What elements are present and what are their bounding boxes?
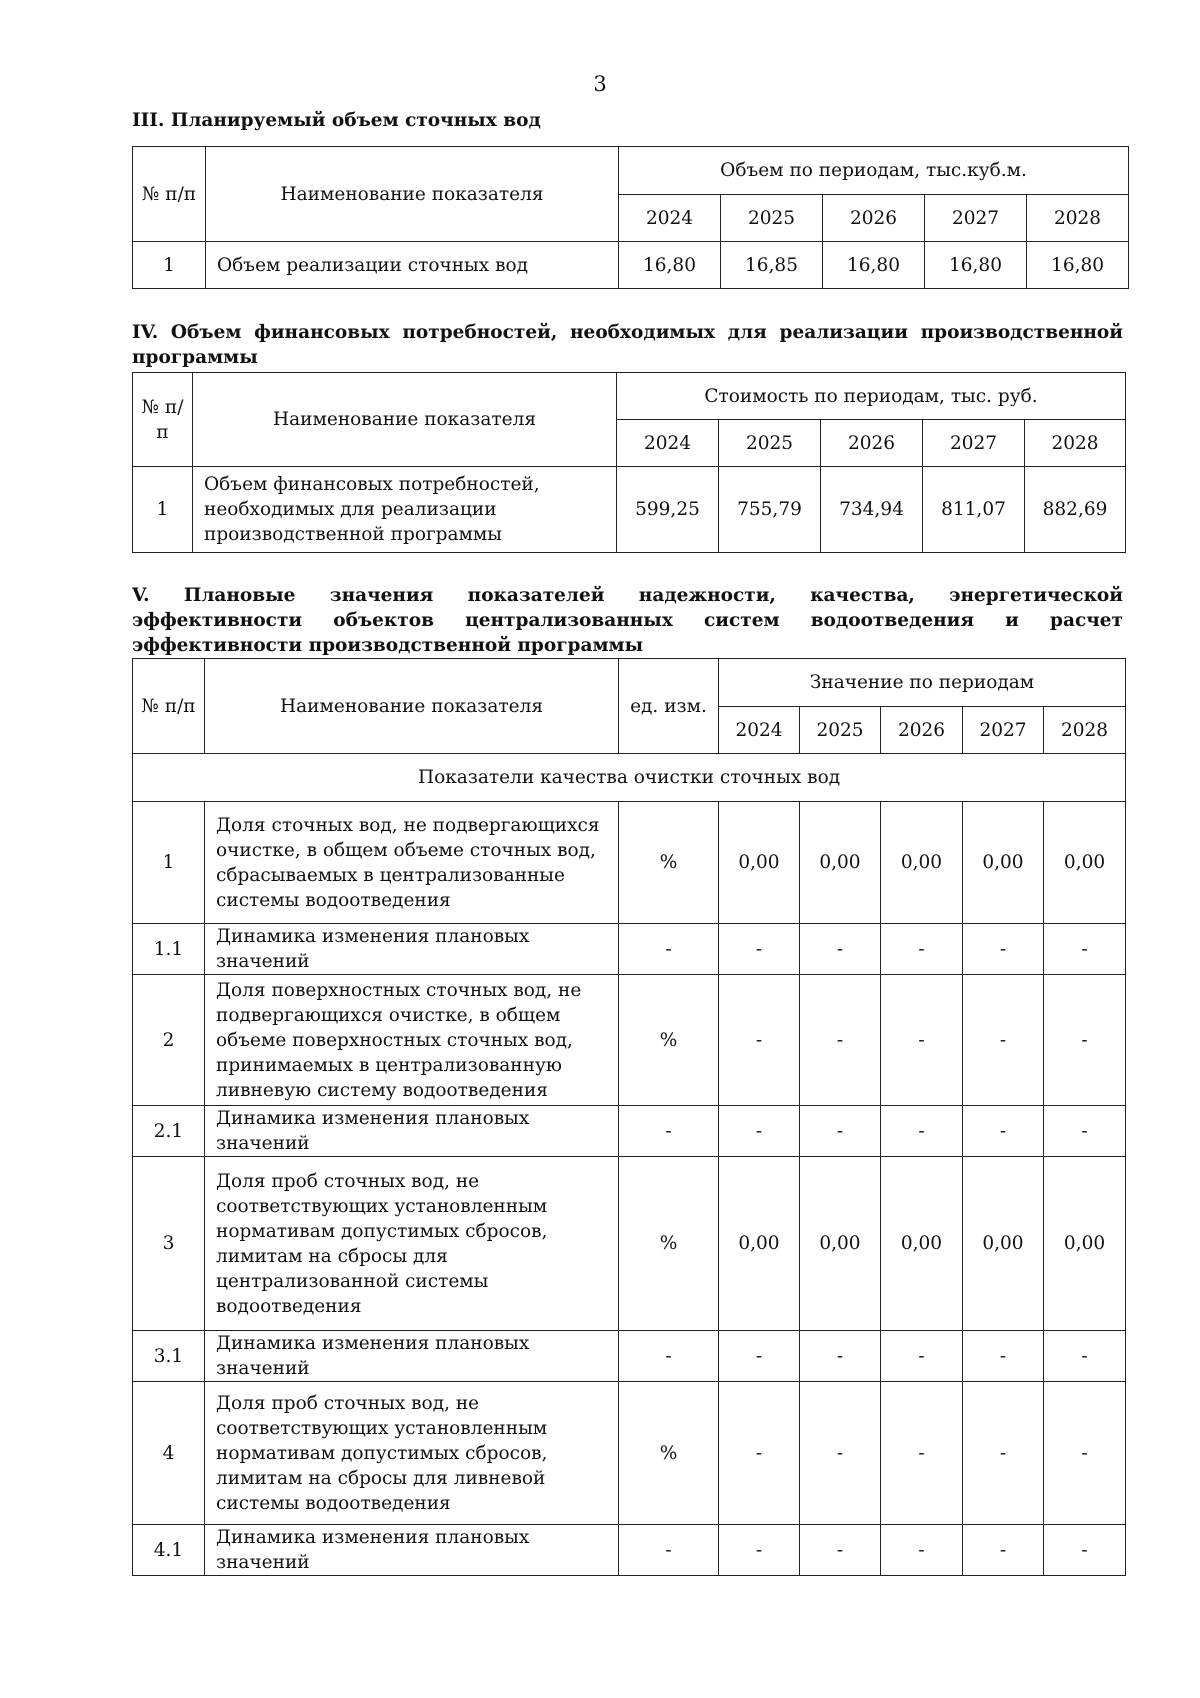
row-unit: - bbox=[619, 1331, 719, 1382]
row-value: - bbox=[963, 1106, 1044, 1157]
row-value: - bbox=[1044, 1106, 1126, 1157]
row-num: 2.1 bbox=[133, 1106, 205, 1157]
row-value: - bbox=[881, 975, 963, 1106]
year-header: 2024 bbox=[619, 195, 721, 242]
row-unit: % bbox=[619, 802, 719, 924]
row-value: - bbox=[963, 1525, 1044, 1576]
row-value: 0,00 bbox=[800, 1157, 881, 1331]
row-num: 1 bbox=[133, 242, 206, 289]
group-header: Объем по периодам, тыс.куб.м. bbox=[619, 147, 1129, 195]
row-value: - bbox=[1044, 924, 1126, 975]
row-value: 16,85 bbox=[721, 242, 823, 289]
row-value: - bbox=[1044, 1331, 1126, 1382]
row-value: - bbox=[800, 1525, 881, 1576]
year-header: 2025 bbox=[719, 420, 821, 467]
row-num: 4 bbox=[133, 1382, 205, 1525]
row-value: - bbox=[881, 1382, 963, 1525]
row-value: - bbox=[800, 1382, 881, 1525]
row-name: Динамика изменения плановых значений bbox=[205, 924, 619, 975]
section-5-title: V. Плановые значения показателей надежности, качества, энергетической эффективности объектов централизованных систем водоотведения и расчет эффективности производственной программы bbox=[132, 585, 1123, 656]
name-header: Наименование показателя bbox=[205, 659, 619, 754]
row-value: - bbox=[881, 1106, 963, 1157]
row-value: 599,25 bbox=[617, 467, 719, 553]
section-3-table bbox=[132, 146, 1129, 289]
year-header: 2026 bbox=[823, 195, 925, 242]
row-name: Динамика изменения плановых значений bbox=[205, 1525, 619, 1576]
row-value: 0,00 bbox=[719, 802, 800, 924]
row-value: - bbox=[963, 1331, 1044, 1382]
subheader-row: Показатели качества очистки сточных вод bbox=[133, 754, 1126, 802]
row-value: 811,07 bbox=[923, 467, 1025, 553]
row-value: 734,94 bbox=[821, 467, 923, 553]
row-value: - bbox=[800, 924, 881, 975]
row-name: Доля сточных вод, не подвергающихся очистке, в общем объеме сточных вод, сбрасываемых в централизованные системы водоотведения bbox=[205, 802, 619, 924]
row-unit: % bbox=[619, 975, 719, 1106]
row-name: Объем реализации сточных вод bbox=[206, 242, 619, 289]
row-value: - bbox=[963, 975, 1044, 1106]
row-value: - bbox=[719, 924, 800, 975]
row-value: 0,00 bbox=[1044, 1157, 1126, 1331]
table-row bbox=[133, 802, 1126, 924]
num-header: № п/п bbox=[133, 373, 193, 467]
section-5-heading-wrap bbox=[132, 583, 1123, 658]
row-unit: - bbox=[619, 924, 719, 975]
row-num: 3.1 bbox=[133, 1331, 205, 1382]
row-value: 755,79 bbox=[719, 467, 821, 553]
group-header: Значение по периодам bbox=[719, 659, 1126, 707]
row-value: 882,69 bbox=[1025, 467, 1126, 553]
row-value: 0,00 bbox=[881, 1157, 963, 1331]
row-value: 16,80 bbox=[925, 242, 1027, 289]
name-header: Наименование показателя bbox=[206, 147, 619, 242]
section-4-title: IV. Объем финансовых потребностей, необходимых для реализации производственной программы bbox=[132, 322, 1123, 368]
row-num: 2 bbox=[133, 975, 205, 1106]
row-num: 3 bbox=[133, 1157, 205, 1331]
row-unit: - bbox=[619, 1525, 719, 1576]
table-row bbox=[133, 1525, 1126, 1576]
row-name: Доля проб сточных вод, не соответствующих установленным нормативам допустимых сбросов, лимитам на сбросы для ливневой системы водоотведения bbox=[205, 1382, 619, 1525]
year-header: 2028 bbox=[1027, 195, 1129, 242]
row-value: - bbox=[800, 1331, 881, 1382]
year-header: 2028 bbox=[1044, 707, 1126, 754]
row-num: 4.1 bbox=[133, 1525, 205, 1576]
table-row bbox=[133, 467, 1126, 553]
num-header: № п/п bbox=[133, 147, 206, 242]
row-num: 1 bbox=[133, 802, 205, 924]
row-value: - bbox=[1044, 1382, 1126, 1525]
table-row bbox=[133, 1382, 1126, 1525]
year-header: 2027 bbox=[925, 195, 1027, 242]
row-value: 16,80 bbox=[823, 242, 925, 289]
year-header: 2024 bbox=[617, 420, 719, 467]
row-value: - bbox=[1044, 975, 1126, 1106]
year-header: 2025 bbox=[721, 195, 823, 242]
row-value: - bbox=[719, 1106, 800, 1157]
year-header: 2026 bbox=[881, 707, 963, 754]
section-5-table bbox=[132, 658, 1126, 1576]
year-header: 2027 bbox=[963, 707, 1044, 754]
row-value: - bbox=[963, 1382, 1044, 1525]
row-value: 0,00 bbox=[963, 802, 1044, 924]
row-name: Доля проб сточных вод, не соответствующих установленным нормативам допустимых сбросов, лимитам на сбросы для централизованной системы водоотведения bbox=[205, 1157, 619, 1331]
row-unit: - bbox=[619, 1106, 719, 1157]
row-name: Динамика изменения плановых значений bbox=[205, 1331, 619, 1382]
row-num: 1 bbox=[133, 467, 193, 553]
row-value: - bbox=[1044, 1525, 1126, 1576]
row-unit: % bbox=[619, 1382, 719, 1525]
row-value: 0,00 bbox=[719, 1157, 800, 1331]
year-header: 2027 bbox=[923, 420, 1025, 467]
year-header: 2026 bbox=[821, 420, 923, 467]
row-value: - bbox=[800, 975, 881, 1106]
row-value: 0,00 bbox=[1044, 802, 1126, 924]
row-value: - bbox=[800, 1106, 881, 1157]
page-number: 3 bbox=[593, 72, 607, 96]
table-row bbox=[133, 1106, 1126, 1157]
row-value: - bbox=[881, 1525, 963, 1576]
row-value: - bbox=[719, 1525, 800, 1576]
section-3-title: III. Планируемый объем сточных вод bbox=[132, 110, 541, 131]
row-unit: % bbox=[619, 1157, 719, 1331]
table-row bbox=[133, 1157, 1126, 1331]
table-row bbox=[133, 242, 1129, 289]
table-row bbox=[133, 1331, 1126, 1382]
row-value: - bbox=[881, 924, 963, 975]
section-3-heading-wrap bbox=[132, 108, 1123, 133]
year-header: 2024 bbox=[719, 707, 800, 754]
row-value: 16,80 bbox=[1027, 242, 1129, 289]
table-row bbox=[133, 924, 1126, 975]
year-header: 2025 bbox=[800, 707, 881, 754]
table-row bbox=[133, 975, 1126, 1106]
year-header: 2028 bbox=[1025, 420, 1126, 467]
row-value: - bbox=[881, 1331, 963, 1382]
row-value: 16,80 bbox=[619, 242, 721, 289]
row-value: 0,00 bbox=[881, 802, 963, 924]
section-4-table bbox=[132, 372, 1126, 553]
row-num: 1.1 bbox=[133, 924, 205, 975]
row-value: - bbox=[719, 975, 800, 1106]
row-value: 0,00 bbox=[963, 1157, 1044, 1331]
group-header: Стоимость по периодам, тыс. руб. bbox=[617, 373, 1126, 420]
row-value: - bbox=[719, 1331, 800, 1382]
row-name: Динамика изменения плановых значений bbox=[205, 1106, 619, 1157]
section-4-heading-wrap bbox=[132, 320, 1123, 370]
name-header: Наименование показателя bbox=[193, 373, 617, 467]
row-value: 0,00 bbox=[800, 802, 881, 924]
row-value: - bbox=[719, 1382, 800, 1525]
row-name: Объем финансовых потребностей, необходимых для реализации производственной программы bbox=[193, 467, 617, 553]
unit-header: ед. изм. bbox=[619, 659, 719, 754]
row-name: Доля поверхностных сточных вод, не подвергающихся очистке, в общем объеме поверхностных сточных вод, принимаемых в централизованную ливневую систему водоотведения bbox=[205, 975, 619, 1106]
row-value: - bbox=[963, 924, 1044, 975]
num-header: № п/п bbox=[133, 659, 205, 754]
